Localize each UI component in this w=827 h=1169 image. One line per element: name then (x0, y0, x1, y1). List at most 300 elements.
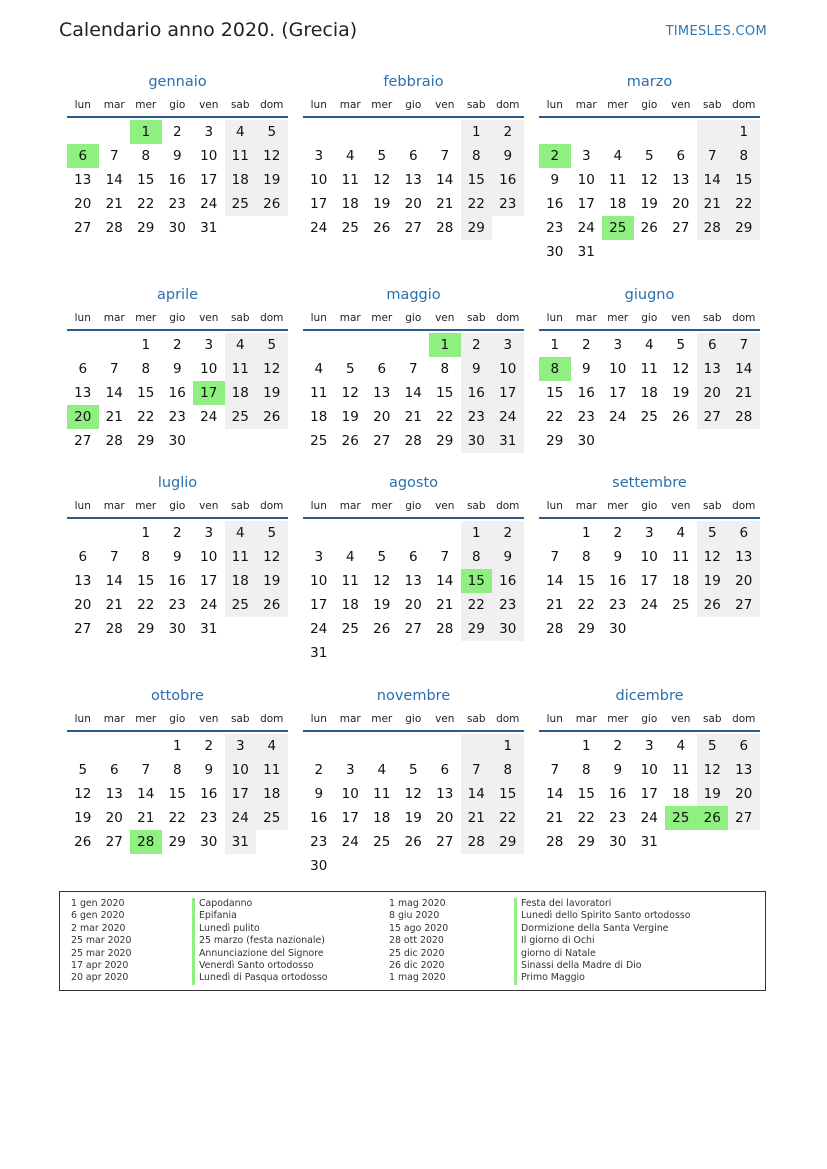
day-cell[interactable]: 8 (440, 361, 450, 377)
day-cell[interactable]: 26 (373, 621, 391, 637)
day-cell[interactable]: 30 (609, 834, 627, 850)
day-cell[interactable]: 15 (436, 385, 454, 401)
day-cell[interactable]: 17 (310, 196, 328, 212)
day-cell[interactable]: 10 (200, 549, 218, 565)
day-cell[interactable]: 11 (341, 573, 359, 589)
day-cell[interactable]: 15 (492, 782, 524, 806)
day-cell[interactable]: 4 (256, 734, 288, 758)
day-cell[interactable]: 11 (373, 786, 391, 802)
day-cell[interactable]: 15 (137, 172, 155, 188)
day-cell[interactable]: 14 (728, 357, 760, 381)
day-cell[interactable]: 30 (461, 429, 493, 453)
day-cell[interactable]: 20 (728, 782, 760, 806)
day-cell[interactable]: 25 (640, 409, 658, 425)
day-cell[interactable]: 24 (341, 834, 359, 850)
day-cell[interactable]: 6 (408, 549, 418, 565)
day-cell[interactable]: 23 (168, 597, 186, 613)
day-cell[interactable]: 25 (602, 216, 634, 240)
day-cell[interactable]: 25 (672, 597, 690, 613)
day-cell[interactable]: 27 (74, 621, 92, 637)
day-cell[interactable]: 5 (256, 521, 288, 545)
day-cell[interactable]: 9 (492, 144, 524, 168)
day-cell[interactable]: 2 (492, 521, 524, 545)
day-cell[interactable]: 26 (256, 405, 288, 429)
day-cell[interactable]: 10 (200, 361, 218, 377)
day-cell[interactable]: 6 (78, 549, 88, 565)
day-cell[interactable]: 12 (640, 172, 658, 188)
day-cell[interactable]: 3 (613, 337, 623, 353)
day-cell[interactable]: 23 (492, 192, 524, 216)
day-cell[interactable]: 9 (172, 549, 182, 565)
day-cell[interactable]: 21 (546, 810, 564, 826)
day-cell[interactable]: 24 (310, 621, 328, 637)
day-cell[interactable]: 19 (74, 810, 92, 826)
day-cell[interactable]: 20 (404, 597, 422, 613)
day-cell[interactable]: 28 (105, 621, 123, 637)
day-cell[interactable]: 6 (377, 361, 387, 377)
day-cell[interactable]: 28 (105, 433, 123, 449)
day-cell[interactable]: 17 (640, 786, 658, 802)
day-cell[interactable]: 17 (200, 573, 218, 589)
day-cell[interactable]: 30 (168, 621, 186, 637)
day-cell[interactable]: 7 (440, 549, 450, 565)
day-cell[interactable]: 10 (640, 549, 658, 565)
day-cell[interactable]: 29 (137, 621, 155, 637)
day-cell[interactable]: 8 (141, 148, 151, 164)
day-cell[interactable]: 2 (492, 120, 524, 144)
day-cell[interactable]: 25 (225, 192, 257, 216)
day-cell[interactable]: 12 (256, 144, 288, 168)
day-cell[interactable]: 17 (225, 782, 257, 806)
day-cell[interactable]: 28 (404, 433, 422, 449)
day-cell[interactable]: 16 (168, 573, 186, 589)
day-cell[interactable]: 2 (613, 738, 623, 754)
day-cell[interactable]: 15 (137, 385, 155, 401)
day-cell[interactable]: 18 (341, 196, 359, 212)
day-cell[interactable]: 15 (461, 168, 493, 192)
day-cell[interactable]: 5 (377, 549, 387, 565)
day-cell[interactable]: 25 (310, 433, 328, 449)
day-cell[interactable]: 3 (314, 148, 324, 164)
day-cell[interactable]: 9 (461, 357, 493, 381)
day-cell[interactable]: 7 (109, 549, 119, 565)
day-cell[interactable]: 16 (200, 786, 218, 802)
day-cell[interactable]: 1 (728, 120, 760, 144)
day-cell[interactable]: 8 (728, 144, 760, 168)
day-cell[interactable]: 21 (436, 196, 454, 212)
day-cell[interactable]: 31 (492, 429, 524, 453)
day-cell[interactable]: 10 (492, 357, 524, 381)
day-cell[interactable]: 24 (609, 409, 627, 425)
day-cell[interactable]: 12 (404, 786, 422, 802)
day-cell[interactable]: 30 (492, 617, 524, 641)
day-cell[interactable]: 2 (172, 525, 182, 541)
day-cell[interactable]: 4 (644, 337, 654, 353)
day-cell[interactable]: 15 (168, 786, 186, 802)
day-cell[interactable]: 8 (461, 144, 493, 168)
day-cell[interactable]: 25 (341, 220, 359, 236)
day-cell[interactable]: 5 (377, 148, 387, 164)
day-cell[interactable]: 30 (310, 858, 328, 874)
day-cell[interactable]: 16 (577, 385, 595, 401)
day-cell[interactable]: 11 (225, 545, 257, 569)
day-cell[interactable]: 2 (172, 124, 182, 140)
day-cell[interactable]: 13 (373, 385, 391, 401)
day-cell[interactable]: 17 (200, 172, 218, 188)
day-cell[interactable]: 3 (644, 738, 654, 754)
day-cell[interactable]: 10 (640, 762, 658, 778)
day-cell[interactable]: 18 (609, 196, 627, 212)
day-cell[interactable]: 12 (341, 385, 359, 401)
day-cell[interactable]: 1 (492, 734, 524, 758)
day-cell[interactable]: 29 (137, 433, 155, 449)
day-cell[interactable]: 13 (74, 573, 92, 589)
day-cell[interactable]: 1 (141, 337, 151, 353)
day-cell[interactable]: 13 (436, 786, 454, 802)
day-cell[interactable]: 24 (200, 597, 218, 613)
day-cell[interactable]: 16 (168, 172, 186, 188)
day-cell[interactable]: 14 (546, 573, 564, 589)
day-cell[interactable]: 13 (404, 573, 422, 589)
day-cell[interactable]: 25 (256, 806, 288, 830)
day-cell[interactable]: 6 (109, 762, 119, 778)
day-cell[interactable]: 26 (74, 834, 92, 850)
day-cell[interactable]: 9 (581, 361, 591, 377)
day-cell[interactable]: 23 (310, 834, 328, 850)
day-cell[interactable]: 16 (461, 381, 493, 405)
day-cell[interactable]: 6 (440, 762, 450, 778)
day-cell[interactable]: 19 (256, 168, 288, 192)
day-cell[interactable]: 4 (314, 361, 324, 377)
day-cell[interactable]: 11 (672, 549, 690, 565)
day-cell[interactable]: 10 (200, 148, 218, 164)
day-cell[interactable]: 15 (546, 385, 564, 401)
day-cell[interactable]: 12 (697, 758, 729, 782)
day-cell[interactable]: 29 (577, 621, 595, 637)
day-cell[interactable]: 7 (728, 333, 760, 357)
day-cell[interactable]: 17 (193, 381, 225, 405)
day-cell[interactable]: 5 (697, 521, 729, 545)
day-cell[interactable]: 2 (581, 337, 591, 353)
day-cell[interactable]: 10 (341, 786, 359, 802)
day-cell[interactable]: 12 (373, 573, 391, 589)
day-cell[interactable]: 20 (105, 810, 123, 826)
day-cell[interactable]: 10 (310, 172, 328, 188)
day-cell[interactable]: 30 (609, 621, 627, 637)
day-cell[interactable]: 9 (550, 172, 560, 188)
day-cell[interactable]: 14 (105, 385, 123, 401)
day-cell[interactable]: 24 (492, 405, 524, 429)
day-cell[interactable]: 11 (341, 172, 359, 188)
day-cell[interactable]: 17 (577, 196, 595, 212)
day-cell[interactable]: 18 (225, 381, 257, 405)
day-cell[interactable]: 1 (172, 738, 182, 754)
day-cell[interactable]: 15 (137, 573, 155, 589)
day-cell[interactable]: 9 (314, 786, 324, 802)
day-cell[interactable]: 27 (105, 834, 123, 850)
day-cell[interactable]: 17 (310, 597, 328, 613)
day-cell[interactable]: 15 (577, 786, 595, 802)
day-cell[interactable]: 2 (461, 333, 493, 357)
day-cell[interactable]: 18 (256, 782, 288, 806)
day-cell[interactable]: 29 (436, 433, 454, 449)
day-cell[interactable]: 8 (581, 549, 591, 565)
day-cell[interactable]: 7 (109, 361, 119, 377)
day-cell[interactable]: 11 (256, 758, 288, 782)
day-cell[interactable]: 22 (492, 806, 524, 830)
day-cell[interactable]: 2 (204, 738, 214, 754)
day-cell[interactable]: 18 (225, 168, 257, 192)
day-cell[interactable]: 3 (204, 337, 214, 353)
day-cell[interactable]: 15 (577, 573, 595, 589)
day-cell[interactable]: 26 (697, 806, 729, 830)
day-cell[interactable]: 28 (461, 830, 493, 854)
day-cell[interactable]: 21 (105, 196, 123, 212)
day-cell[interactable]: 28 (546, 834, 564, 850)
day-cell[interactable]: 8 (492, 758, 524, 782)
day-cell[interactable]: 4 (345, 549, 355, 565)
day-cell[interactable]: 28 (130, 830, 162, 854)
day-cell[interactable]: 3 (204, 525, 214, 541)
day-cell[interactable]: 29 (577, 834, 595, 850)
day-cell[interactable]: 20 (67, 405, 99, 429)
day-cell[interactable]: 18 (672, 786, 690, 802)
day-cell[interactable]: 9 (204, 762, 214, 778)
day-cell[interactable]: 6 (728, 734, 760, 758)
day-cell[interactable]: 31 (200, 220, 218, 236)
day-cell[interactable]: 25 (665, 806, 697, 830)
day-cell[interactable]: 4 (377, 762, 387, 778)
day-cell[interactable]: 7 (408, 361, 418, 377)
day-cell[interactable]: 6 (408, 148, 418, 164)
day-cell[interactable]: 13 (728, 545, 760, 569)
day-cell[interactable]: 27 (728, 806, 760, 830)
day-cell[interactable]: 11 (609, 172, 627, 188)
day-cell[interactable]: 26 (373, 220, 391, 236)
day-cell[interactable]: 30 (168, 433, 186, 449)
day-cell[interactable]: 1 (429, 333, 461, 357)
day-cell[interactable]: 22 (436, 409, 454, 425)
day-cell[interactable]: 29 (461, 617, 493, 641)
day-cell[interactable]: 20 (74, 597, 92, 613)
day-cell[interactable]: 16 (492, 168, 524, 192)
day-cell[interactable]: 26 (697, 593, 729, 617)
day-cell[interactable]: 2 (172, 337, 182, 353)
day-cell[interactable]: 19 (672, 385, 690, 401)
day-cell[interactable]: 14 (404, 385, 422, 401)
day-cell[interactable]: 13 (672, 172, 690, 188)
day-cell[interactable]: 21 (137, 810, 155, 826)
day-cell[interactable]: 27 (74, 220, 92, 236)
day-cell[interactable]: 26 (256, 192, 288, 216)
day-cell[interactable]: 17 (640, 573, 658, 589)
day-cell[interactable]: 10 (609, 361, 627, 377)
day-cell[interactable]: 5 (256, 333, 288, 357)
day-cell[interactable]: 23 (461, 405, 493, 429)
day-cell[interactable]: 30 (546, 244, 564, 260)
day-cell[interactable]: 8 (539, 357, 571, 381)
day-cell[interactable]: 22 (577, 810, 595, 826)
day-cell[interactable]: 14 (436, 172, 454, 188)
day-cell[interactable]: 8 (141, 549, 151, 565)
day-cell[interactable]: 5 (697, 734, 729, 758)
day-cell[interactable]: 31 (577, 244, 595, 260)
day-cell[interactable]: 19 (697, 569, 729, 593)
day-cell[interactable]: 8 (581, 762, 591, 778)
day-cell[interactable]: 22 (168, 810, 186, 826)
day-cell[interactable]: 19 (256, 381, 288, 405)
day-cell[interactable]: 18 (225, 569, 257, 593)
day-cell[interactable]: 19 (256, 569, 288, 593)
day-cell[interactable]: 1 (461, 120, 493, 144)
day-cell[interactable]: 13 (697, 357, 729, 381)
day-cell[interactable]: 3 (204, 124, 214, 140)
day-cell[interactable]: 23 (609, 810, 627, 826)
day-cell[interactable]: 23 (546, 220, 564, 236)
day-cell[interactable]: 14 (546, 786, 564, 802)
day-cell[interactable]: 6 (676, 148, 686, 164)
day-cell[interactable]: 4 (225, 333, 257, 357)
day-cell[interactable]: 13 (404, 172, 422, 188)
day-cell[interactable]: 8 (172, 762, 182, 778)
day-cell[interactable]: 19 (373, 196, 391, 212)
day-cell[interactable]: 21 (436, 597, 454, 613)
day-cell[interactable]: 28 (728, 405, 760, 429)
day-cell[interactable]: 17 (341, 810, 359, 826)
day-cell[interactable]: 11 (225, 144, 257, 168)
day-cell[interactable]: 13 (74, 172, 92, 188)
day-cell[interactable]: 16 (492, 569, 524, 593)
day-cell[interactable]: 5 (676, 337, 686, 353)
day-cell[interactable]: 27 (404, 621, 422, 637)
day-cell[interactable]: 6 (78, 361, 88, 377)
day-cell[interactable]: 7 (141, 762, 151, 778)
day-cell[interactable]: 5 (644, 148, 654, 164)
day-cell[interactable]: 25 (373, 834, 391, 850)
day-cell[interactable]: 27 (436, 834, 454, 850)
day-cell[interactable]: 4 (676, 525, 686, 541)
day-cell[interactable]: 29 (168, 834, 186, 850)
day-cell[interactable]: 20 (697, 381, 729, 405)
day-cell[interactable]: 23 (168, 196, 186, 212)
day-cell[interactable]: 23 (492, 593, 524, 617)
day-cell[interactable]: 2 (539, 144, 571, 168)
day-cell[interactable]: 7 (697, 144, 729, 168)
day-cell[interactable]: 9 (613, 549, 623, 565)
day-cell[interactable]: 1 (130, 120, 162, 144)
day-cell[interactable]: 19 (341, 409, 359, 425)
day-cell[interactable]: 26 (341, 433, 359, 449)
day-cell[interactable]: 26 (256, 593, 288, 617)
day-cell[interactable]: 21 (105, 409, 123, 425)
day-cell[interactable]: 21 (461, 806, 493, 830)
day-cell[interactable]: 13 (728, 758, 760, 782)
day-cell[interactable]: 19 (373, 597, 391, 613)
day-cell[interactable]: 24 (577, 220, 595, 236)
day-cell[interactable]: 12 (373, 172, 391, 188)
day-cell[interactable]: 21 (728, 381, 760, 405)
day-cell[interactable]: 1 (581, 738, 591, 754)
day-cell[interactable]: 1 (461, 521, 493, 545)
day-cell[interactable]: 28 (436, 220, 454, 236)
day-cell[interactable]: 24 (200, 196, 218, 212)
day-cell[interactable]: 16 (609, 786, 627, 802)
day-cell[interactable]: 3 (492, 333, 524, 357)
day-cell[interactable]: 18 (341, 597, 359, 613)
day-cell[interactable]: 28 (436, 621, 454, 637)
day-cell[interactable]: 23 (577, 409, 595, 425)
day-cell[interactable]: 23 (609, 597, 627, 613)
day-cell[interactable]: 1 (141, 525, 151, 541)
day-cell[interactable]: 4 (676, 738, 686, 754)
day-cell[interactable]: 22 (546, 409, 564, 425)
day-cell[interactable]: 21 (697, 192, 729, 216)
day-cell[interactable]: 29 (492, 830, 524, 854)
day-cell[interactable]: 25 (341, 621, 359, 637)
day-cell[interactable]: 14 (436, 573, 454, 589)
day-cell[interactable]: 20 (404, 196, 422, 212)
day-cell[interactable]: 8 (141, 361, 151, 377)
day-cell[interactable]: 27 (697, 405, 729, 429)
day-cell[interactable]: 27 (728, 593, 760, 617)
day-cell[interactable]: 5 (408, 762, 418, 778)
day-cell[interactable]: 11 (310, 385, 328, 401)
day-cell[interactable]: 13 (74, 385, 92, 401)
day-cell[interactable]: 11 (672, 762, 690, 778)
day-cell[interactable]: 20 (373, 409, 391, 425)
day-cell[interactable]: 9 (613, 762, 623, 778)
day-cell[interactable]: 17 (609, 385, 627, 401)
day-cell[interactable]: 9 (172, 361, 182, 377)
day-cell[interactable]: 23 (200, 810, 218, 826)
day-cell[interactable]: 12 (256, 357, 288, 381)
day-cell[interactable]: 20 (672, 196, 690, 212)
day-cell[interactable]: 24 (310, 220, 328, 236)
day-cell[interactable]: 6 (728, 521, 760, 545)
day-cell[interactable]: 21 (546, 597, 564, 613)
day-cell[interactable]: 24 (200, 409, 218, 425)
day-cell[interactable]: 31 (640, 834, 658, 850)
day-cell[interactable]: 7 (550, 549, 560, 565)
day-cell[interactable]: 18 (672, 573, 690, 589)
day-cell[interactable]: 21 (404, 409, 422, 425)
day-cell[interactable]: 14 (697, 168, 729, 192)
day-cell[interactable]: 31 (200, 621, 218, 637)
day-cell[interactable]: 29 (546, 433, 564, 449)
day-cell[interactable]: 30 (577, 433, 595, 449)
day-cell[interactable]: 7 (461, 758, 493, 782)
day-cell[interactable]: 22 (137, 597, 155, 613)
day-cell[interactable]: 14 (137, 786, 155, 802)
day-cell[interactable]: 25 (225, 405, 257, 429)
day-cell[interactable]: 15 (461, 569, 493, 593)
day-cell[interactable]: 24 (640, 810, 658, 826)
day-cell[interactable]: 2 (314, 762, 324, 778)
day-cell[interactable]: 18 (373, 810, 391, 826)
day-cell[interactable]: 4 (613, 148, 623, 164)
day-cell[interactable]: 5 (256, 120, 288, 144)
day-cell[interactable]: 7 (440, 148, 450, 164)
day-cell[interactable]: 22 (728, 192, 760, 216)
day-cell[interactable]: 16 (310, 810, 328, 826)
day-cell[interactable]: 28 (546, 621, 564, 637)
day-cell[interactable]: 16 (609, 573, 627, 589)
day-cell[interactable]: 12 (697, 545, 729, 569)
day-cell[interactable]: 10 (225, 758, 257, 782)
day-cell[interactable]: 12 (256, 545, 288, 569)
day-cell[interactable]: 26 (640, 220, 658, 236)
day-cell[interactable]: 23 (168, 409, 186, 425)
